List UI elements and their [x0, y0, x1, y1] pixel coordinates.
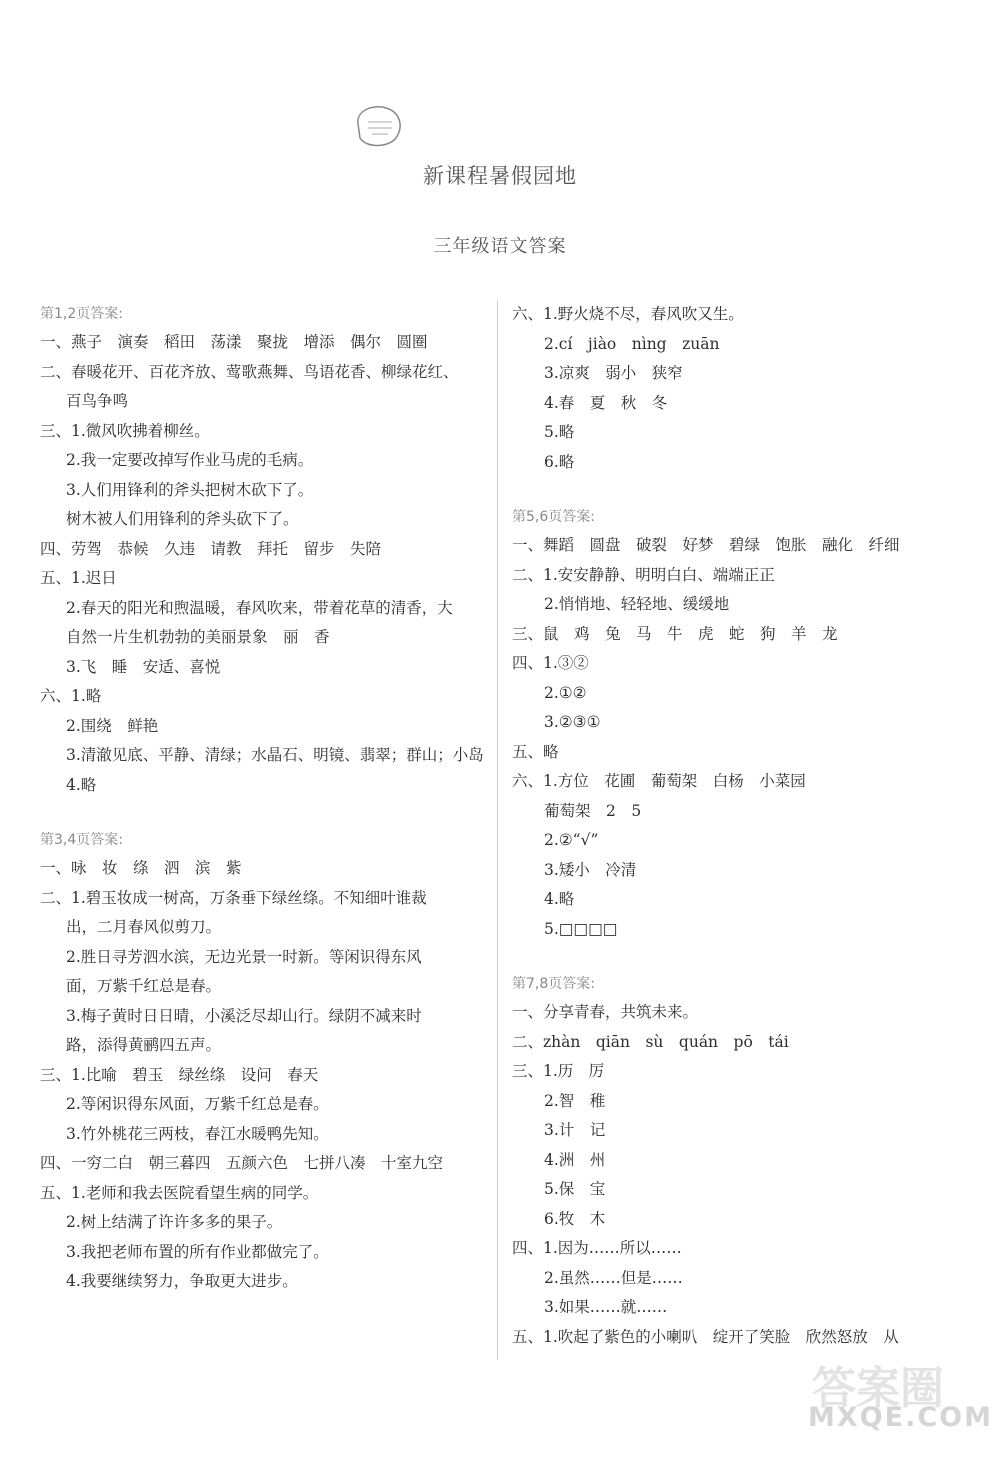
answer-line: 五、略	[512, 742, 559, 761]
answer-line: 六、1.略	[40, 687, 102, 705]
answer-line: 六、1.野火烧不尽，春风吹又生。	[512, 305, 744, 323]
answer-line: 2.围绕 鲜艳	[66, 716, 159, 735]
answer-line: 三、1.历 厉	[512, 1062, 605, 1080]
answer-line: 3.飞 睡 安适、喜悦	[66, 657, 221, 676]
answer-line: 四、一穷二白 朝三暮四 五颜六色 七拼八凑 十室九空	[40, 1154, 444, 1172]
answer-line: 2.智 稚	[544, 1091, 606, 1110]
answer-line: 4.我要继续努力，争取更大进步。	[66, 1272, 298, 1290]
answer-line: 四、1.因为……所以……	[512, 1239, 682, 1257]
answer-line: 五、1.迟日	[40, 569, 117, 587]
answer-line: 出，二月春风似剪刀。	[66, 918, 222, 936]
answer-line: 3.竹外桃花三两枝，春江水暖鸭先知。	[66, 1124, 329, 1143]
answer-line: 三、鼠 鸡 兔 马 牛 虎 蛇 狗 羊 龙	[512, 624, 838, 643]
answer-line: 4.略	[544, 890, 575, 908]
answer-line: 五、1.老师和我去医院看望生病的同学。	[40, 1183, 319, 1202]
answer-line: 2.虽然……但是……	[544, 1268, 683, 1287]
answer-line: 二、春暖花开、百花齐放、莺歌燕舞、鸟语花香、柳绿花红、	[40, 362, 459, 381]
answer-line: 二、zhàn qiān sù quán pō tái	[512, 1032, 789, 1051]
answer-section	[40, 300, 490, 800]
section-gap	[512, 944, 972, 970]
answer-line: 一、分享青春，共筑未来。	[512, 1003, 699, 1021]
answer-line: 面，万紫千红总是春。	[66, 977, 222, 995]
answer-section	[512, 477, 972, 944]
answer-section	[512, 944, 972, 1352]
answer-section	[40, 800, 490, 1297]
answer-line: 一、舞蹈 圆盘 破裂 好梦 碧绿 饱胀 融化 纤细	[512, 536, 900, 554]
answer-line: 4.略	[66, 775, 97, 794]
section-gap	[512, 477, 972, 503]
answer-section	[512, 300, 972, 477]
section-heading: 第5,6页答案:	[512, 509, 595, 525]
page-subtitle: 三年级语文答案	[433, 236, 567, 257]
section-heading: 第7,8页答案:	[512, 976, 595, 992]
answer-line: 百鸟争鸣	[66, 392, 129, 410]
answer-line: 3.我把老师布置的所有作业都做完了。	[66, 1242, 329, 1261]
answer-line: 6.牧 木	[544, 1209, 606, 1228]
stamp-logo-icon	[352, 102, 406, 150]
answer-line: 2.悄悄地、轻轻地、缓缓地	[544, 595, 730, 613]
answer-line: 三、1.微风吹拂着柳丝。	[40, 421, 210, 440]
answer-line: 2.春天的阳光和煦温暖，春风吹来，带着花草的清香，大	[66, 598, 453, 617]
answer-line: 一、咏 妆 绦 泗 滨 紫	[40, 859, 242, 877]
answer-line: 四、劳驾 恭候 久违 请教 拜托 留步 失陪	[40, 539, 382, 558]
answer-line: 2.①②	[544, 683, 587, 702]
answer-line: 3.人们用锋利的斧头把树木砍下了。	[66, 480, 314, 499]
answer-line: 3.②③①	[544, 713, 601, 731]
answer-line: 树木被人们用锋利的斧头砍下了。	[66, 510, 299, 528]
section-heading: 第3,4页答案:	[40, 832, 123, 848]
answer-line: 二、1.安安静静、明明白白、端端正正	[512, 565, 775, 584]
watermark-url: MXQE.COM	[808, 1402, 993, 1433]
answer-line: 葡萄架 2 5	[544, 801, 642, 820]
answer-line: 三、1.比喻 碧玉 绿丝绦 设问 春天	[40, 1065, 319, 1084]
answer-line: 3.如果……就……	[544, 1298, 668, 1316]
section-heading: 第1,2页答案:	[40, 306, 123, 322]
answer-line: 2.等闲识得东风面，万紫千红总是春。	[66, 1095, 329, 1113]
answer-line: 3.矮小 冷清	[544, 860, 637, 879]
answer-line: 一、燕子 演奏 稻田 荡漾 聚拢 增添 偶尔 圆圈	[40, 333, 428, 351]
answer-line: 四、1.③②	[512, 654, 589, 672]
answer-line: 4.春 夏 秋 冬	[544, 393, 668, 412]
answer-line: 自然一片生机勃勃的美丽景象 丽 香	[66, 628, 330, 646]
answer-line: 3.计 记	[544, 1121, 606, 1139]
answer-line: 2.我一定要改掉写作业马虎的毛病。	[66, 451, 314, 469]
answer-line: 2.cí jiào nìng zuān	[544, 334, 720, 353]
watermark-logo: 答案圈	[812, 1363, 944, 1414]
section-gap	[40, 800, 490, 826]
answer-line: 路，添得黄鹂四五声。	[66, 1036, 222, 1054]
answer-line: 2.②“√”	[544, 831, 599, 849]
left-column	[40, 300, 490, 1297]
answer-line: 3.梅子黄时日日晴，小溪泛尽却山行。绿阴不减来时	[66, 1006, 422, 1025]
answer-line: 4.洲 州	[544, 1150, 606, 1169]
page-title: 新课程暑假园地	[423, 164, 577, 188]
answer-line: 3.凉爽 弱小 狭窄	[544, 364, 683, 382]
answer-line: 二、1.碧玉妆成一树高，万条垂下绿丝绦。不知细叶谁裁	[40, 888, 427, 907]
answer-line: 3.清澈见底、平静、清绿；水晶石、明镜、翡翠；群山；小岛	[66, 746, 484, 764]
answer-line: 五、1.吹起了紫色的小喇叭 绽开了笑脸 欣然怒放 从	[512, 1327, 899, 1346]
right-column	[512, 300, 972, 1352]
answer-line: 5.保 宝	[544, 1180, 606, 1198]
answer-line: 2.胜日寻芳泗水滨，无边光景一时新。等闲识得东风	[66, 947, 422, 966]
answer-line: 5.□□□□	[544, 919, 618, 938]
column-divider	[497, 300, 498, 1360]
answer-line: 六、1.方位 花圃 葡萄架 白杨 小菜园	[512, 772, 806, 790]
answer-line: 5.略	[544, 423, 575, 441]
answer-line: 6.略	[544, 452, 575, 471]
answer-line: 2.树上结满了许许多多的果子。	[66, 1213, 283, 1231]
